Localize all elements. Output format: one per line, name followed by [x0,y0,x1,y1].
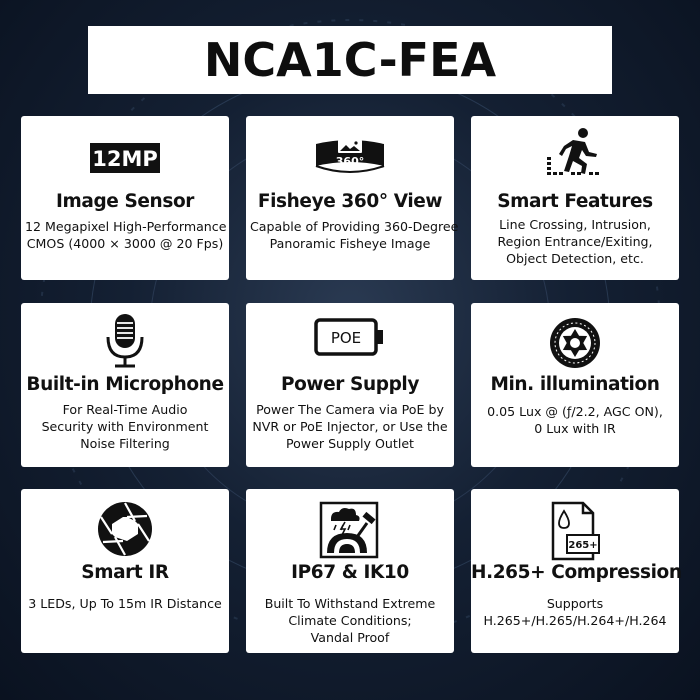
card-description: Supports H.265+/H.265/H.264+/H.264 [483,596,667,628]
feature-card-smart-ir [21,489,229,653]
poe-text: POE [330,329,362,347]
feature-card-h265-compression [471,489,682,653]
aperture-icon [21,501,229,557]
feature-card-image-sensor [21,116,229,280]
running-person-icon [471,126,679,176]
265-text: 265+ [568,540,598,551]
product-title-box [88,26,612,94]
product-title: NCA1C-FEA [203,33,497,87]
12mp-badge-text: 12MP [92,147,158,171]
card-title: IP67 & IK10 [291,562,409,583]
card-description: For Real-Time Audio Security with Environment Noise Filtering [41,402,209,451]
card-title: Fisheye 360° View [257,191,443,212]
360-text: 360° [335,155,365,168]
card-title: Smart Features [497,191,653,212]
card-description: 0.05 Lux @ (ƒ/2.2, AGC ON), 0 Lux with IR [487,404,663,436]
12mp-badge-icon [21,143,229,173]
feature-card-ip67-ik10 [246,489,454,653]
card-description: 12 Megapixel High-Performance CMOS (4000 × 3000 @ 20 Fps) [25,219,227,251]
feature-card-min-illumination [471,303,679,467]
weather-hammer-icon [246,501,454,559]
microphone-icon [21,313,229,369]
feature-card-power-supply [246,303,454,467]
card-description: Built To Withstand Extreme Climate Conditions; Vandal Proof [264,596,436,645]
card-title: Smart IR [81,562,169,583]
card-title: Min. illumination [490,374,660,395]
card-description: Capable of Providing 360-Degree Panoramic Fisheye Image [250,219,459,251]
360-camera-icon [246,136,454,178]
poe-battery-icon [246,318,454,356]
feature-card-smart-features [471,116,679,280]
card-title: Built-in Microphone [26,374,224,395]
file-265-icon [471,501,679,561]
card-title: H.265+ Compression [471,562,682,583]
card-description: Line Crossing, Intrusion, Region Entrance/Exiting, Object Detection, etc. [497,217,653,266]
feature-card-microphone [21,303,229,467]
feature-card-fisheye [246,116,459,280]
card-description: Power The Camera via PoE by NVR or PoE Injector, or Use the Power Supply Outlet [252,402,448,451]
card-title: Power Supply [280,374,420,395]
card-title: Image Sensor [56,191,194,212]
card-description: 3 LEDs, Up To 15m IR Distance [28,596,222,611]
aperture-lens-icon [471,317,679,369]
